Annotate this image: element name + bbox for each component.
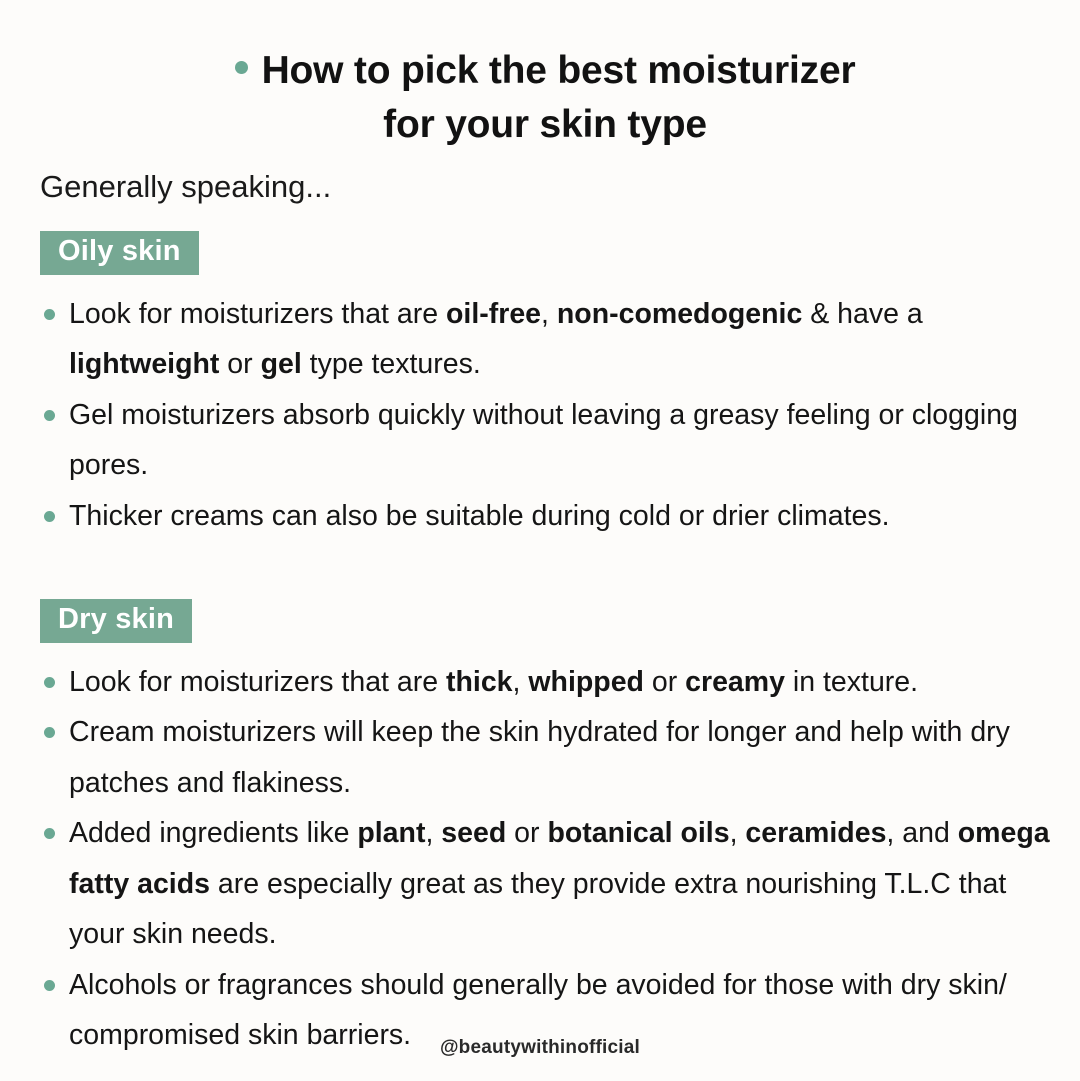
section-oily-skin bbox=[40, 231, 1050, 541]
emphasis-text: ceramides bbox=[745, 817, 887, 850]
page-title bbox=[40, 44, 1050, 152]
emphasis-text: lightweight bbox=[69, 348, 220, 381]
emphasis-text: botanical oils bbox=[547, 817, 730, 850]
dot-icon bbox=[235, 61, 248, 74]
title-line-1 bbox=[40, 44, 1050, 98]
body-text: Gel moisturizers absorb quickly without leaving a greasy feeling or clogging pores. bbox=[69, 398, 1018, 482]
body-text: Look for moisturizers that are bbox=[69, 666, 446, 698]
body-text: Added ingredients like bbox=[69, 817, 358, 850]
emphasis-text: seed bbox=[441, 817, 507, 850]
bullet-list-oily-skin bbox=[40, 289, 1050, 541]
body-text: Alcohols or fragrances should generally be avoided for those with dry skin/ compromised skin barriers. bbox=[69, 968, 1007, 1052]
body-text: or bbox=[506, 817, 548, 850]
section-dry-skin bbox=[40, 599, 1050, 1061]
body-text: Look for moisturizers that are bbox=[69, 297, 446, 330]
body-text: , bbox=[729, 817, 746, 850]
section-label-oily-skin: Oily skin bbox=[40, 231, 199, 275]
title-line-1-text: How to pick the best moisturizer bbox=[261, 49, 856, 92]
account-handle: @beautywithinofficial bbox=[439, 1037, 641, 1058]
body-text: & have a bbox=[802, 297, 923, 330]
emphasis-text: gel bbox=[260, 348, 302, 381]
emphasis-text: non-comedogenic bbox=[556, 297, 803, 330]
body-text: or bbox=[219, 348, 261, 381]
section-label-dry-skin: Dry skin bbox=[40, 599, 192, 643]
list-item bbox=[40, 390, 1050, 491]
emphasis-text: omega fatty acids bbox=[69, 817, 1050, 900]
intro-text: Generally speaking... bbox=[40, 168, 332, 204]
body-text: type textures. bbox=[301, 348, 481, 381]
list-item bbox=[40, 491, 1050, 541]
body-text: , and bbox=[886, 817, 958, 850]
emphasis-text: oil-free bbox=[446, 297, 542, 330]
emphasis-text: creamy bbox=[685, 666, 785, 698]
list-item bbox=[40, 707, 1050, 808]
list-item bbox=[40, 657, 1050, 707]
emphasis-text: plant bbox=[357, 817, 426, 850]
body-text: , bbox=[512, 666, 529, 698]
body-text: or bbox=[643, 666, 686, 698]
list-item bbox=[40, 808, 1050, 959]
emphasis-text: whipped bbox=[528, 666, 644, 698]
body-text: , bbox=[541, 297, 557, 330]
emphasis-text: thick bbox=[446, 666, 513, 698]
body-text: in texture. bbox=[784, 666, 919, 698]
body-text: , bbox=[425, 817, 442, 850]
title-line-2: for your skin type bbox=[383, 102, 707, 146]
body-text: Thicker creams can also be suitable during cold or drier climates. bbox=[69, 499, 890, 532]
bullet-list-dry-skin bbox=[40, 657, 1050, 1061]
list-item bbox=[40, 289, 1050, 390]
body-text: are especially great as they provide extra nourishing T.L.C that your skin needs. bbox=[69, 867, 1007, 951]
body-text: Cream moisturizers will keep the skin hydrated for longer and help with dry patches and flakiness. bbox=[69, 716, 1010, 799]
